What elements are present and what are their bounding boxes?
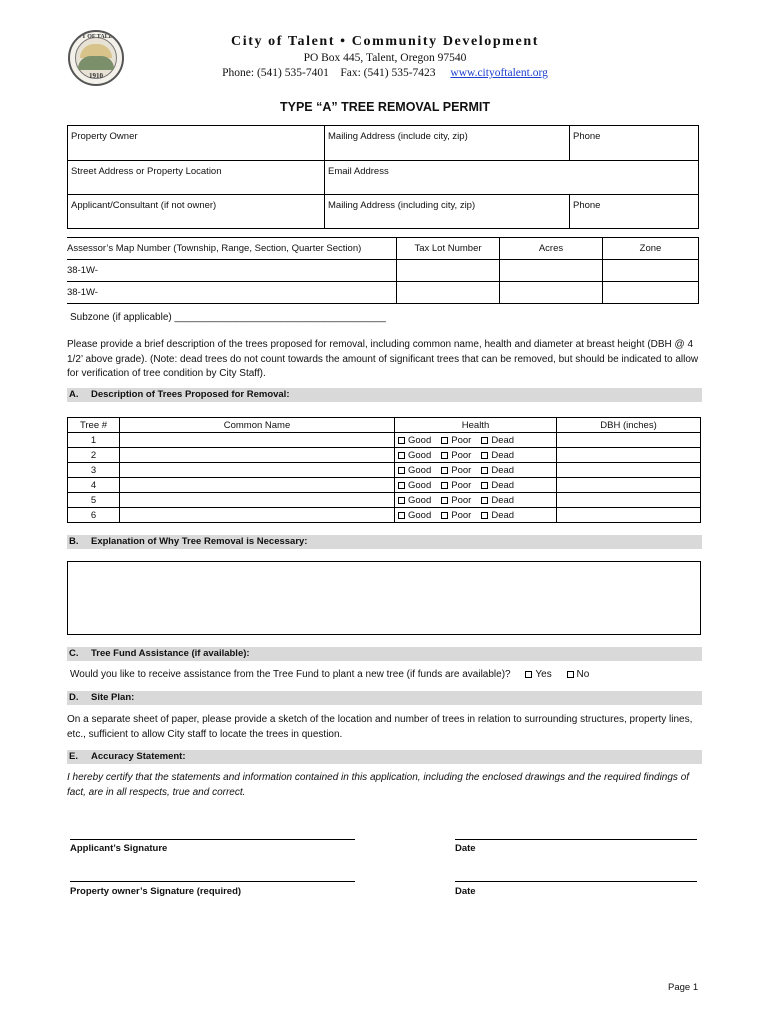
common-name-field[interactable] xyxy=(120,508,395,523)
section-b-header xyxy=(67,535,702,549)
site-plan-text: On a separate sheet of paper, please provide a sketch of the location and number of trees in relation to surrounding structures, property lines, etc., sufficient to allow City staff to locate the trees in question. xyxy=(67,714,693,740)
tree-number-header: Tree # xyxy=(68,418,120,433)
owner-phone-field[interactable]: Phone xyxy=(570,126,699,161)
tree-number: 6 xyxy=(68,508,120,523)
website-link[interactable]: www.cityoftalent.org xyxy=(450,67,548,79)
map-number-header: Assessor’s Map Number (Township, Range, Section, Quarter Section) xyxy=(67,238,397,260)
map-number-field[interactable]: 38-1W- xyxy=(67,260,397,282)
dbh-header: DBH (inches) xyxy=(557,418,701,433)
health-option-poor[interactable] xyxy=(441,494,471,507)
dbh-field[interactable] xyxy=(557,478,701,493)
health-option-good[interactable] xyxy=(398,494,431,507)
checkbox-icon[interactable] xyxy=(441,437,448,444)
checkbox-icon[interactable] xyxy=(567,671,574,678)
health-option-label: Good xyxy=(408,449,432,461)
section-number: A. xyxy=(69,389,79,400)
tree-row xyxy=(68,478,701,493)
map-number-field[interactable]: 38-1W- xyxy=(67,282,397,304)
tax-lot-field[interactable] xyxy=(397,282,500,304)
health-option-label: Good xyxy=(408,509,432,521)
tax-lot-field[interactable] xyxy=(397,260,500,282)
owner-signature-line[interactable] xyxy=(70,881,355,882)
section-title: Tree Fund Assistance (if available): xyxy=(91,648,250,659)
health-option-label: Good xyxy=(408,479,432,491)
section-number: E. xyxy=(69,751,78,762)
health-option-dead[interactable] xyxy=(481,479,514,492)
checkbox-icon[interactable] xyxy=(525,671,532,678)
checkbox-icon[interactable] xyxy=(441,512,448,519)
trees-table xyxy=(67,417,701,523)
zone-field[interactable] xyxy=(603,260,699,282)
checkbox-icon[interactable] xyxy=(441,467,448,474)
tree-number: 2 xyxy=(68,448,120,463)
health-option-label: Dead xyxy=(491,464,515,476)
applicant-signature-label: Applicant’s Signature xyxy=(70,843,168,854)
health-option-dead[interactable] xyxy=(481,509,514,522)
tree-row xyxy=(68,433,701,448)
form-title: TYPE “A” TREE REMOVAL PERMIT xyxy=(280,100,490,114)
health-option-label: Poor xyxy=(451,434,472,446)
section-a-header xyxy=(67,388,702,402)
city-seal-logo xyxy=(68,30,124,86)
health-options xyxy=(395,463,557,478)
section-number: C. xyxy=(69,648,79,659)
acres-field[interactable] xyxy=(500,260,603,282)
dbh-field[interactable] xyxy=(557,508,701,523)
owner-date-label: Date xyxy=(455,886,476,897)
checkbox-icon[interactable] xyxy=(441,482,448,489)
checkbox-icon[interactable] xyxy=(398,467,405,474)
tree-number: 3 xyxy=(68,463,120,478)
tree-fund-question-row xyxy=(70,669,589,680)
fax-number: Fax: (541) 535-7423 xyxy=(340,67,436,79)
checkbox-icon[interactable] xyxy=(481,482,488,489)
health-option-label: Good xyxy=(408,434,432,446)
health-option-poor[interactable] xyxy=(441,434,471,447)
health-option-label: Good xyxy=(408,464,432,476)
health-option-poor[interactable] xyxy=(441,464,471,477)
tree-row xyxy=(68,448,701,463)
health-option-poor[interactable] xyxy=(441,449,471,462)
subzone-field[interactable]: Subzone (if applicable) ______________________________________ xyxy=(70,312,386,323)
section-c-header xyxy=(67,647,702,661)
dbh-field[interactable] xyxy=(557,433,701,448)
health-option-good[interactable] xyxy=(398,434,431,447)
health-option-good[interactable] xyxy=(398,509,431,522)
dbh-field[interactable] xyxy=(557,463,701,478)
certification-text: I hereby certify that the statements and information contained in this application, including the enclosed drawings and the required findings of fact, are in all respects, true and correct. xyxy=(67,772,690,798)
common-name-header: Common Name xyxy=(120,418,395,433)
health-option-good[interactable] xyxy=(398,449,431,462)
health-options xyxy=(395,478,557,493)
organization-address: PO Box 445, Talent, Oregon 97540 xyxy=(303,52,467,64)
contact-line xyxy=(160,67,610,79)
health-options xyxy=(395,493,557,508)
zone-header: Zone xyxy=(603,238,699,260)
health-option-label: Poor xyxy=(451,449,472,461)
health-option-label: Dead xyxy=(491,434,515,446)
zone-field[interactable] xyxy=(603,282,699,304)
health-option-label: Poor xyxy=(451,509,472,521)
tax-lot-header: Tax Lot Number xyxy=(397,238,500,260)
checkbox-icon[interactable] xyxy=(481,467,488,474)
applicant-signature-line[interactable] xyxy=(70,839,355,840)
common-name-field[interactable] xyxy=(120,493,395,508)
checkbox-icon[interactable] xyxy=(398,452,405,459)
health-option-poor[interactable] xyxy=(441,509,471,522)
no-label: No xyxy=(576,669,590,680)
common-name-field[interactable] xyxy=(120,478,395,493)
section-d-header xyxy=(67,691,702,705)
checkbox-icon[interactable] xyxy=(441,452,448,459)
section-title: Explanation of Why Tree Removal is Necessary: xyxy=(91,536,308,547)
tree-fund-question: Would you like to receive assistance from the Tree Fund to plant a new tree (if funds are available)? xyxy=(70,669,511,680)
health-option-label: Poor xyxy=(451,479,472,491)
health-option-label: Poor xyxy=(451,494,472,506)
acres-header: Acres xyxy=(500,238,603,260)
health-options xyxy=(395,508,557,523)
owner-info-table xyxy=(67,125,699,229)
seal-year: 1910 xyxy=(89,72,103,80)
email-address-field[interactable]: Email Address xyxy=(325,161,699,195)
checkbox-icon[interactable] xyxy=(441,497,448,504)
checkbox-icon[interactable] xyxy=(481,437,488,444)
checkbox-icon[interactable] xyxy=(481,497,488,504)
section-title: Site Plan: xyxy=(91,692,135,703)
common-name-field[interactable] xyxy=(120,463,395,478)
instructions-text: Please provide a brief description of the trees proposed for removal, including common name, health and diameter at breast height (DBH @ 4 1/2’ above grade). (Note: dead trees do not count towards the amount of significant trees that can be removed, but should be indicated to allow for verification of tree condition by City Staff). xyxy=(67,339,699,379)
common-name-field[interactable] xyxy=(120,433,395,448)
section-title: Accuracy Statement: xyxy=(91,751,186,762)
health-option-dead[interactable] xyxy=(481,464,514,477)
phone-number: Phone: (541) 535-7401 xyxy=(222,67,329,79)
applicant-phone-field[interactable]: Phone xyxy=(570,195,699,229)
tree-number: 5 xyxy=(68,493,120,508)
yes-label: Yes xyxy=(535,669,552,680)
assessor-map-table xyxy=(67,237,699,304)
no-option[interactable] xyxy=(567,669,590,680)
owner-date-line[interactable] xyxy=(455,881,697,882)
health-option-label: Good xyxy=(408,494,432,506)
yes-option[interactable] xyxy=(525,669,551,680)
health-option-good[interactable] xyxy=(398,464,431,477)
health-options xyxy=(395,448,557,463)
applicant-date-label: Date xyxy=(455,843,476,854)
applicant-field[interactable]: Applicant/Consultant (if not owner) xyxy=(68,195,325,229)
applicant-mailing-address-field[interactable]: Mailing Address (including city, zip) xyxy=(325,195,570,229)
section-number: D. xyxy=(69,692,79,703)
checkbox-icon[interactable] xyxy=(398,512,405,519)
owner-signature-label: Property owner’s Signature (required) xyxy=(70,886,242,897)
health-header: Health xyxy=(395,418,557,433)
health-option-dead[interactable] xyxy=(481,494,514,507)
tree-row xyxy=(68,463,701,478)
applicant-date-line[interactable] xyxy=(455,839,697,840)
section-e-header xyxy=(67,750,702,764)
tree-number: 4 xyxy=(68,478,120,493)
owner-mailing-address-field[interactable]: Mailing Address (include city, zip) xyxy=(325,126,570,161)
health-option-label: Dead xyxy=(491,509,515,521)
checkbox-icon[interactable] xyxy=(398,437,405,444)
page-number: Page 1 xyxy=(668,982,699,993)
checkbox-icon[interactable] xyxy=(481,512,488,519)
street-address-field[interactable]: Street Address or Property Location xyxy=(68,161,325,195)
dbh-field[interactable] xyxy=(557,493,701,508)
health-option-label: Dead xyxy=(491,479,515,491)
tree-row xyxy=(68,493,701,508)
explanation-textarea[interactable] xyxy=(67,561,701,635)
section-number: B. xyxy=(69,536,79,547)
health-option-label: Dead xyxy=(491,494,515,506)
organization-name: City of Talent • Community Development xyxy=(231,34,539,49)
health-option-label: Dead xyxy=(491,449,515,461)
health-option-good[interactable] xyxy=(398,479,431,492)
checkbox-icon[interactable] xyxy=(398,482,405,489)
seal-text: CITY OF TALENT xyxy=(70,34,121,40)
health-options xyxy=(395,433,557,448)
checkbox-icon[interactable] xyxy=(481,452,488,459)
health-option-label: Poor xyxy=(451,464,472,476)
checkbox-icon[interactable] xyxy=(398,497,405,504)
health-option-dead[interactable] xyxy=(481,449,514,462)
common-name-field[interactable] xyxy=(120,448,395,463)
property-owner-field[interactable]: Property Owner xyxy=(68,126,325,161)
dbh-field[interactable] xyxy=(557,448,701,463)
health-option-dead[interactable] xyxy=(481,434,514,447)
health-option-poor[interactable] xyxy=(441,479,471,492)
tree-number: 1 xyxy=(68,433,120,448)
acres-field[interactable] xyxy=(500,282,603,304)
section-title: Description of Trees Proposed for Removal: xyxy=(91,389,290,400)
tree-row xyxy=(68,508,701,523)
